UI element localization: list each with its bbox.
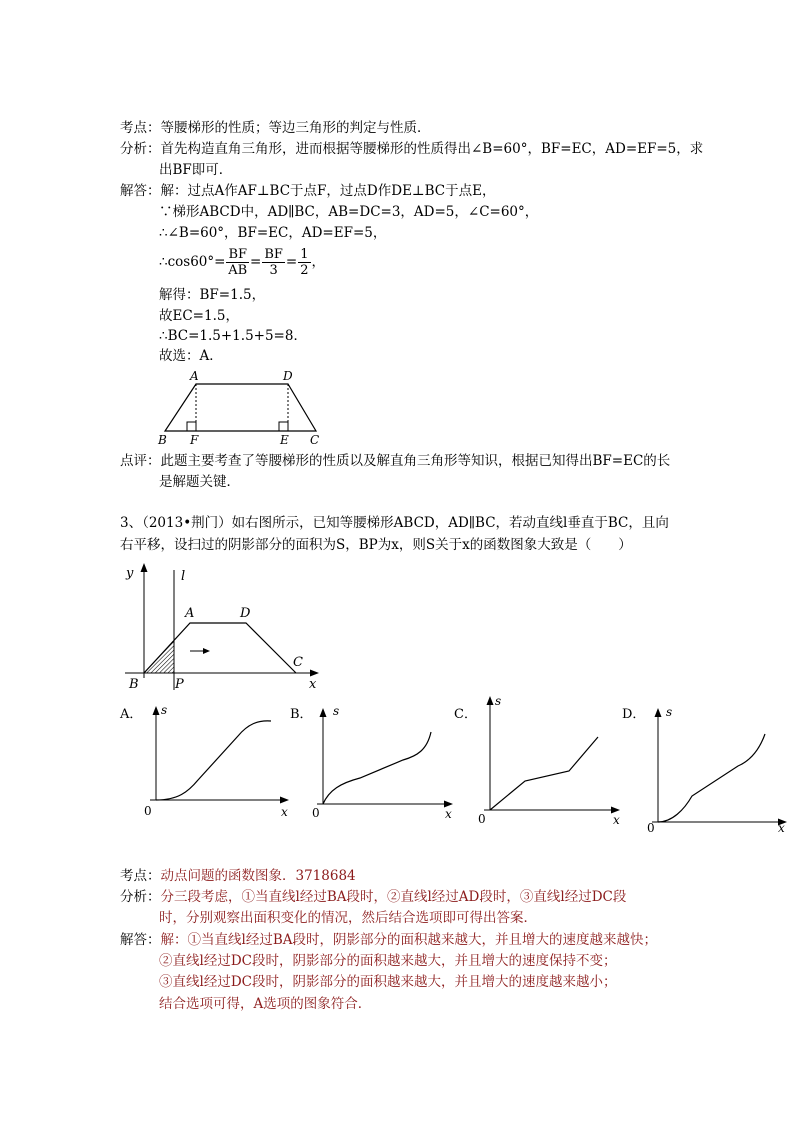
- cos-equation: ∴cos60°= $\frac{BF}{AB}$ = $\frac{BF}{3}$ = $\frac{1}{2}$ ，: [159, 247, 326, 278]
- curve-a: [156, 721, 271, 800]
- label-b: B: [158, 433, 167, 447]
- label-e: E: [280, 433, 289, 447]
- fraction-bf-ab: $\frac{BF}{AB}$: [228, 247, 248, 278]
- label-origin: 0: [647, 821, 655, 834]
- x-axis-arrow: [280, 797, 289, 804]
- sol3-jieda-line-4: 结合选项可得，A选项的图象符合．: [159, 996, 372, 1012]
- option-a-graph[interactable]: [138, 700, 298, 822]
- option-d-letter[interactable]: D．: [622, 707, 646, 722]
- trapezoid-outline: [165, 384, 316, 431]
- label-s: s: [161, 703, 168, 717]
- jieda-line-7: ∴BC=1.5+1.5+5=8．: [159, 328, 307, 344]
- label-a: A: [190, 369, 199, 383]
- label-x: x: [281, 805, 288, 819]
- question-3-figure: [115, 560, 330, 695]
- label-a: A: [185, 606, 195, 621]
- cos-prefix: ∴cos60°=: [159, 254, 226, 270]
- option-b-letter[interactable]: B．: [290, 707, 313, 722]
- label-origin: 0: [144, 804, 152, 818]
- jieda-line-3: ∴∠B=60°，BF=EC，AD=EF=5，: [159, 225, 387, 241]
- fenxi-text-1: 分三段考虑，①当直线l经过BA段时，②直线l经过AD段时，③直线l经过DC段: [160, 889, 627, 905]
- right-angle-f: [187, 422, 196, 431]
- label-x: x: [613, 813, 620, 827]
- jieda-line-5: 解得：BF=1.5，: [159, 287, 266, 303]
- sol3-fenxi-line-2: 时，分别观察出面积变化的情况，然后结合选项即可得出答案．: [159, 910, 537, 926]
- sol3-jieda-line-2: ②直线l经过DC段时，阴影部分的面积越来越大，并且增大的速度保持不变；: [159, 953, 617, 969]
- dianping-line-2: 是解题关键．: [159, 474, 240, 490]
- y-axis-arrow: [153, 706, 160, 715]
- y-axis-arrow: [141, 563, 148, 572]
- label-s: s: [333, 704, 340, 718]
- curve-d: [658, 734, 765, 822]
- option-a-letter[interactable]: A．: [120, 707, 143, 722]
- sol3-jieda-line-3: ③直线l经过DC段时，阴影部分的面积越来越大，并且增大的速度越来越小；: [159, 974, 617, 990]
- question-3-line-2: 右平移，设扫过的阴影部分的面积为S，BP为x，则S关于x的函数图象大致是（ ）: [120, 537, 632, 553]
- x-axis-arrow: [310, 670, 319, 677]
- label-y: y: [126, 566, 134, 581]
- sol3-jieda-line-1: [120, 931, 657, 949]
- fenxi-line-2: 出BF即可．: [159, 162, 233, 178]
- sol3-kaodian-line: [120, 867, 356, 885]
- kaodian-line: 考点：等腰梯形的性质；等边三角形的判定与性质．: [120, 120, 431, 136]
- fenxi-line-1: 分析：首先构造直角三角形，进而根据等腰梯形的性质得出∠B=60°，BF=EC，AD=EF=5，求: [120, 141, 704, 157]
- kaodian-label: 考点：: [120, 868, 161, 884]
- label-d: D: [283, 369, 293, 383]
- option-b-graph[interactable]: [305, 700, 465, 822]
- option-d-graph[interactable]: [640, 700, 790, 834]
- label-p: P: [175, 677, 184, 692]
- label-c: C: [293, 655, 303, 670]
- jieda-text-1: 解：①当直线l经过BA段时，阴影部分的面积越来越大，并且增大的速度越来越快；: [160, 932, 657, 948]
- label-f: F: [190, 433, 199, 447]
- label-b: B: [129, 677, 139, 692]
- jieda-line-8: 故选：A．: [159, 348, 223, 364]
- label-x: x: [778, 821, 785, 834]
- curve-b: [323, 732, 431, 804]
- label-origin: 0: [312, 806, 320, 820]
- move-arrow-head: [203, 648, 210, 654]
- right-angle-e: [279, 422, 288, 431]
- y-axis-arrow: [655, 708, 662, 717]
- jieda-line-2: ∵梯形ABCD中，AD∥BC，AB=DC=3，AD=5，∠C=60°，: [159, 204, 539, 220]
- option-c-letter[interactable]: C．: [454, 707, 477, 722]
- label-l: l: [181, 569, 186, 584]
- label-x: x: [445, 807, 452, 821]
- option-c-graph[interactable]: [472, 693, 632, 827]
- fenxi-label: 分析：: [120, 889, 161, 905]
- label-x: x: [309, 677, 317, 692]
- question-3-line-1: 3、（2013•荆门）如右图所示，已知等腰梯形ABCD，AD∥BC，若动直线l垂直于BC，且向: [120, 515, 669, 531]
- label-s: s: [666, 705, 673, 719]
- label-d: D: [240, 606, 251, 621]
- kaodian-text: 动点问题的函数图象．3718684: [160, 868, 356, 884]
- fraction-bf-3: $\frac{BF}{3}$: [264, 247, 283, 278]
- fraction-1-2: $\frac{1}{2}$: [300, 247, 309, 278]
- label-c: C: [310, 433, 320, 447]
- jieda-label: 解答：: [120, 932, 161, 948]
- jieda-line-6: 故EC=1.5，: [159, 308, 239, 324]
- trapezoid-figure-1: [150, 366, 330, 448]
- dianping-line-1: 点评：此题主要考查了等腰梯形的性质以及解直角三角形等知识，根据已知得出BF=EC的长: [120, 453, 671, 469]
- y-axis-arrow: [320, 708, 327, 717]
- curve-c: [490, 737, 598, 810]
- label-origin: 0: [478, 812, 486, 826]
- sol3-fenxi-line-1: [120, 888, 626, 906]
- y-axis-arrow: [487, 696, 494, 705]
- jieda-line-1: 解答：解：过点A作AF⊥BC于点F，过点D作DE⊥BC于点E，: [120, 183, 496, 199]
- label-s: s: [495, 694, 502, 708]
